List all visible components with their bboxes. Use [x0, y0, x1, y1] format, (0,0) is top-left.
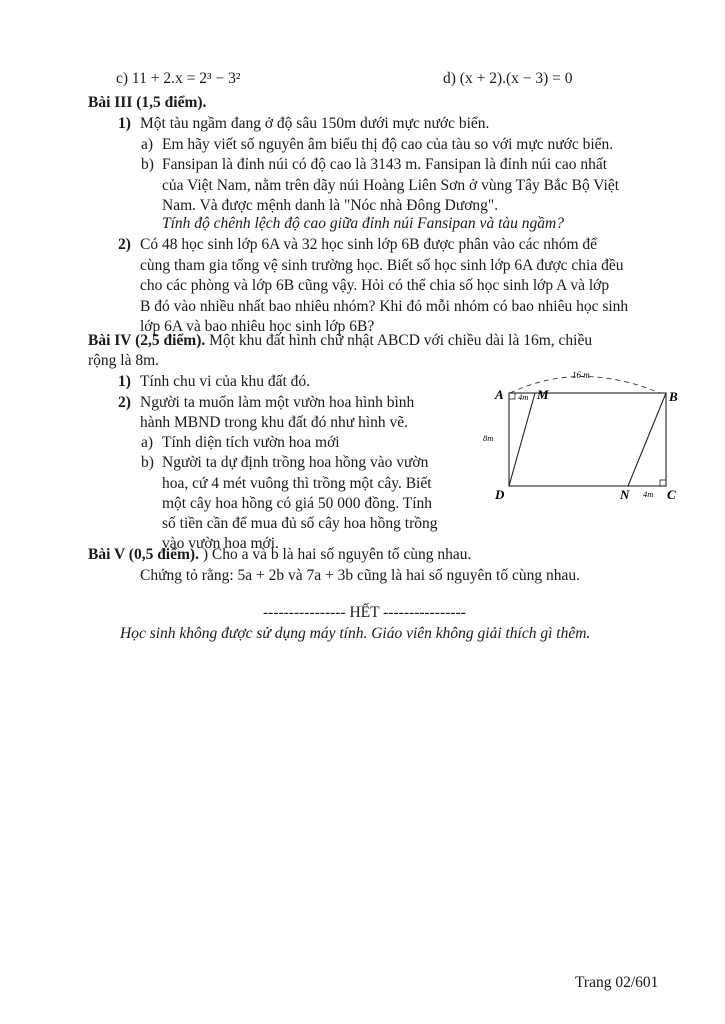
- bai5-rest: ) Cho a và b là hai số nguyên tố cùng nhau.: [198, 546, 472, 563]
- bai3-p1b-line: Nam. Và được mệnh danh là "Nóc nhà Đông Dương".: [162, 197, 499, 214]
- bai4-p2-line: Người ta muốn làm một vườn hoa hình bình: [140, 394, 415, 411]
- footer-note: Học sinh không được sử dụng máy tính. Giáo viên không giải thích gì thêm.: [120, 625, 591, 642]
- label-b: B: [669, 389, 678, 404]
- bai3-p1b-line: Fansipan là đỉnh núi có độ cao là 3143 m. Fansipan là đỉnh núi cao nhất: [162, 156, 608, 173]
- bai3-p2-line: B đó vào nhiều nhất bao nhiêu nhóm? Khi đó mỗi nhóm có bao nhiêu học sinh: [140, 298, 629, 315]
- label-m: M: [537, 387, 549, 402]
- equation-c: c) 11 + 2.x = 2³ − 3²: [116, 70, 241, 87]
- equation-d: d) (x + 2).(x − 3) = 0: [443, 70, 573, 87]
- bai4-b-line: một cây hoa hồng có giá 50 000 đồng. Tính: [162, 495, 433, 512]
- bai4-intro-line2: rộng là 8m.: [88, 352, 160, 369]
- bai3-p2-line: Có 48 học sinh lớp 6A và 32 học sinh lớp 6B được phân vào các nhóm để: [140, 236, 598, 253]
- label-len-top: 16 m: [572, 370, 590, 380]
- bai4-a-num: a): [141, 434, 154, 451]
- bai5-line2: Chứng tỏ rằng: 5a + 2b và 7a + 3b cũng là hai số nguyên tố cùng nhau.: [140, 567, 580, 584]
- bai4-b-line: vào vườn hoa mới.: [162, 535, 279, 552]
- bai4-intro-rest: Một khu đất hình chữ nhật ABCD với chiều dài là 16m, chiều: [205, 332, 593, 349]
- bai4-b-line: hoa, cứ 4 mét vuông thì trồng một cây. Biết: [162, 475, 432, 492]
- bai4-p1-text: Tính chu vi của khu đất đó.: [140, 373, 311, 390]
- label-d: D: [495, 487, 505, 502]
- bai3-p2-line: cho các phòng và lớp 6B cũng vậy. Hỏi có thể chia số học sinh lớp A và lớp: [140, 277, 610, 294]
- bai3-p1b-num: b): [141, 156, 154, 173]
- bai3-p1b-question: Tính độ chênh lệch độ cao giữa đỉnh núi Fansipan và tàu ngầm?: [162, 215, 564, 232]
- label-len-ad: 8m: [483, 433, 494, 443]
- segment-md: [509, 393, 535, 486]
- bai4-p1-num: 1): [118, 373, 131, 390]
- label-len-nc: 4m: [643, 489, 654, 499]
- segment-bn: [628, 393, 666, 486]
- figure-abcd: [480, 368, 685, 508]
- bai4-title: Bài IV (2,5 điểm).: [88, 332, 206, 349]
- bai3-p2-line: cùng tham gia tổng vệ sinh trường học. Biết số học sinh lớp 6A được chia đều: [140, 257, 624, 274]
- bai4-p2-num: 2): [118, 394, 131, 411]
- bai5-title: Bài V (0,5 điểm).: [88, 546, 199, 563]
- bai3-p1a-num: a): [141, 136, 154, 153]
- bai3-title: Bài III (1,5 điểm).: [88, 94, 207, 111]
- bai4-b-line: Người ta dự định trồng hoa hồng vào vườn: [162, 454, 429, 471]
- bai3-p1b-line: của Việt Nam, nằm trên dãy núi Hoàng Liên Sơn ở vùng Tây Bắc Bộ Việt: [162, 177, 620, 194]
- bai5-line1: [88, 544, 471, 565]
- label-len-am: 4m: [518, 392, 529, 402]
- bai4-b-num: b): [141, 454, 154, 471]
- end-marker: ---------------- HẾT ----------------: [263, 604, 466, 621]
- page-number: Trang 02/601: [575, 974, 659, 991]
- bai4-p2-line: hành MBND trong khu đất đó như hình vẽ.: [140, 414, 409, 431]
- right-angle-a: [509, 393, 515, 399]
- bai3-p1-num: 1): [118, 115, 131, 132]
- right-angle-c: [660, 480, 666, 486]
- bai3-p1a-text: Em hãy viết số nguyên âm biểu thị độ cao của tàu so với mực nước biển.: [162, 136, 614, 153]
- bai4-b-line: số tiền cần để mua đủ số cây hoa hồng trồng: [162, 515, 438, 532]
- label-n: N: [620, 487, 630, 502]
- bai3-p2-line: lớp 6A và bao nhiêu học sinh lớp 6B?: [140, 318, 375, 335]
- bai3-p1-text: Một tàu ngầm đang ở độ sâu 150m dưới mực nước biển.: [140, 115, 490, 132]
- rectangle-abcd: [509, 393, 666, 486]
- bai4-a-text: Tính diện tích vườn hoa mới: [162, 434, 340, 451]
- bai3-p2-num: 2): [118, 236, 131, 253]
- label-c: C: [667, 487, 676, 502]
- bai4-intro: [88, 330, 592, 351]
- label-a: A: [495, 387, 504, 402]
